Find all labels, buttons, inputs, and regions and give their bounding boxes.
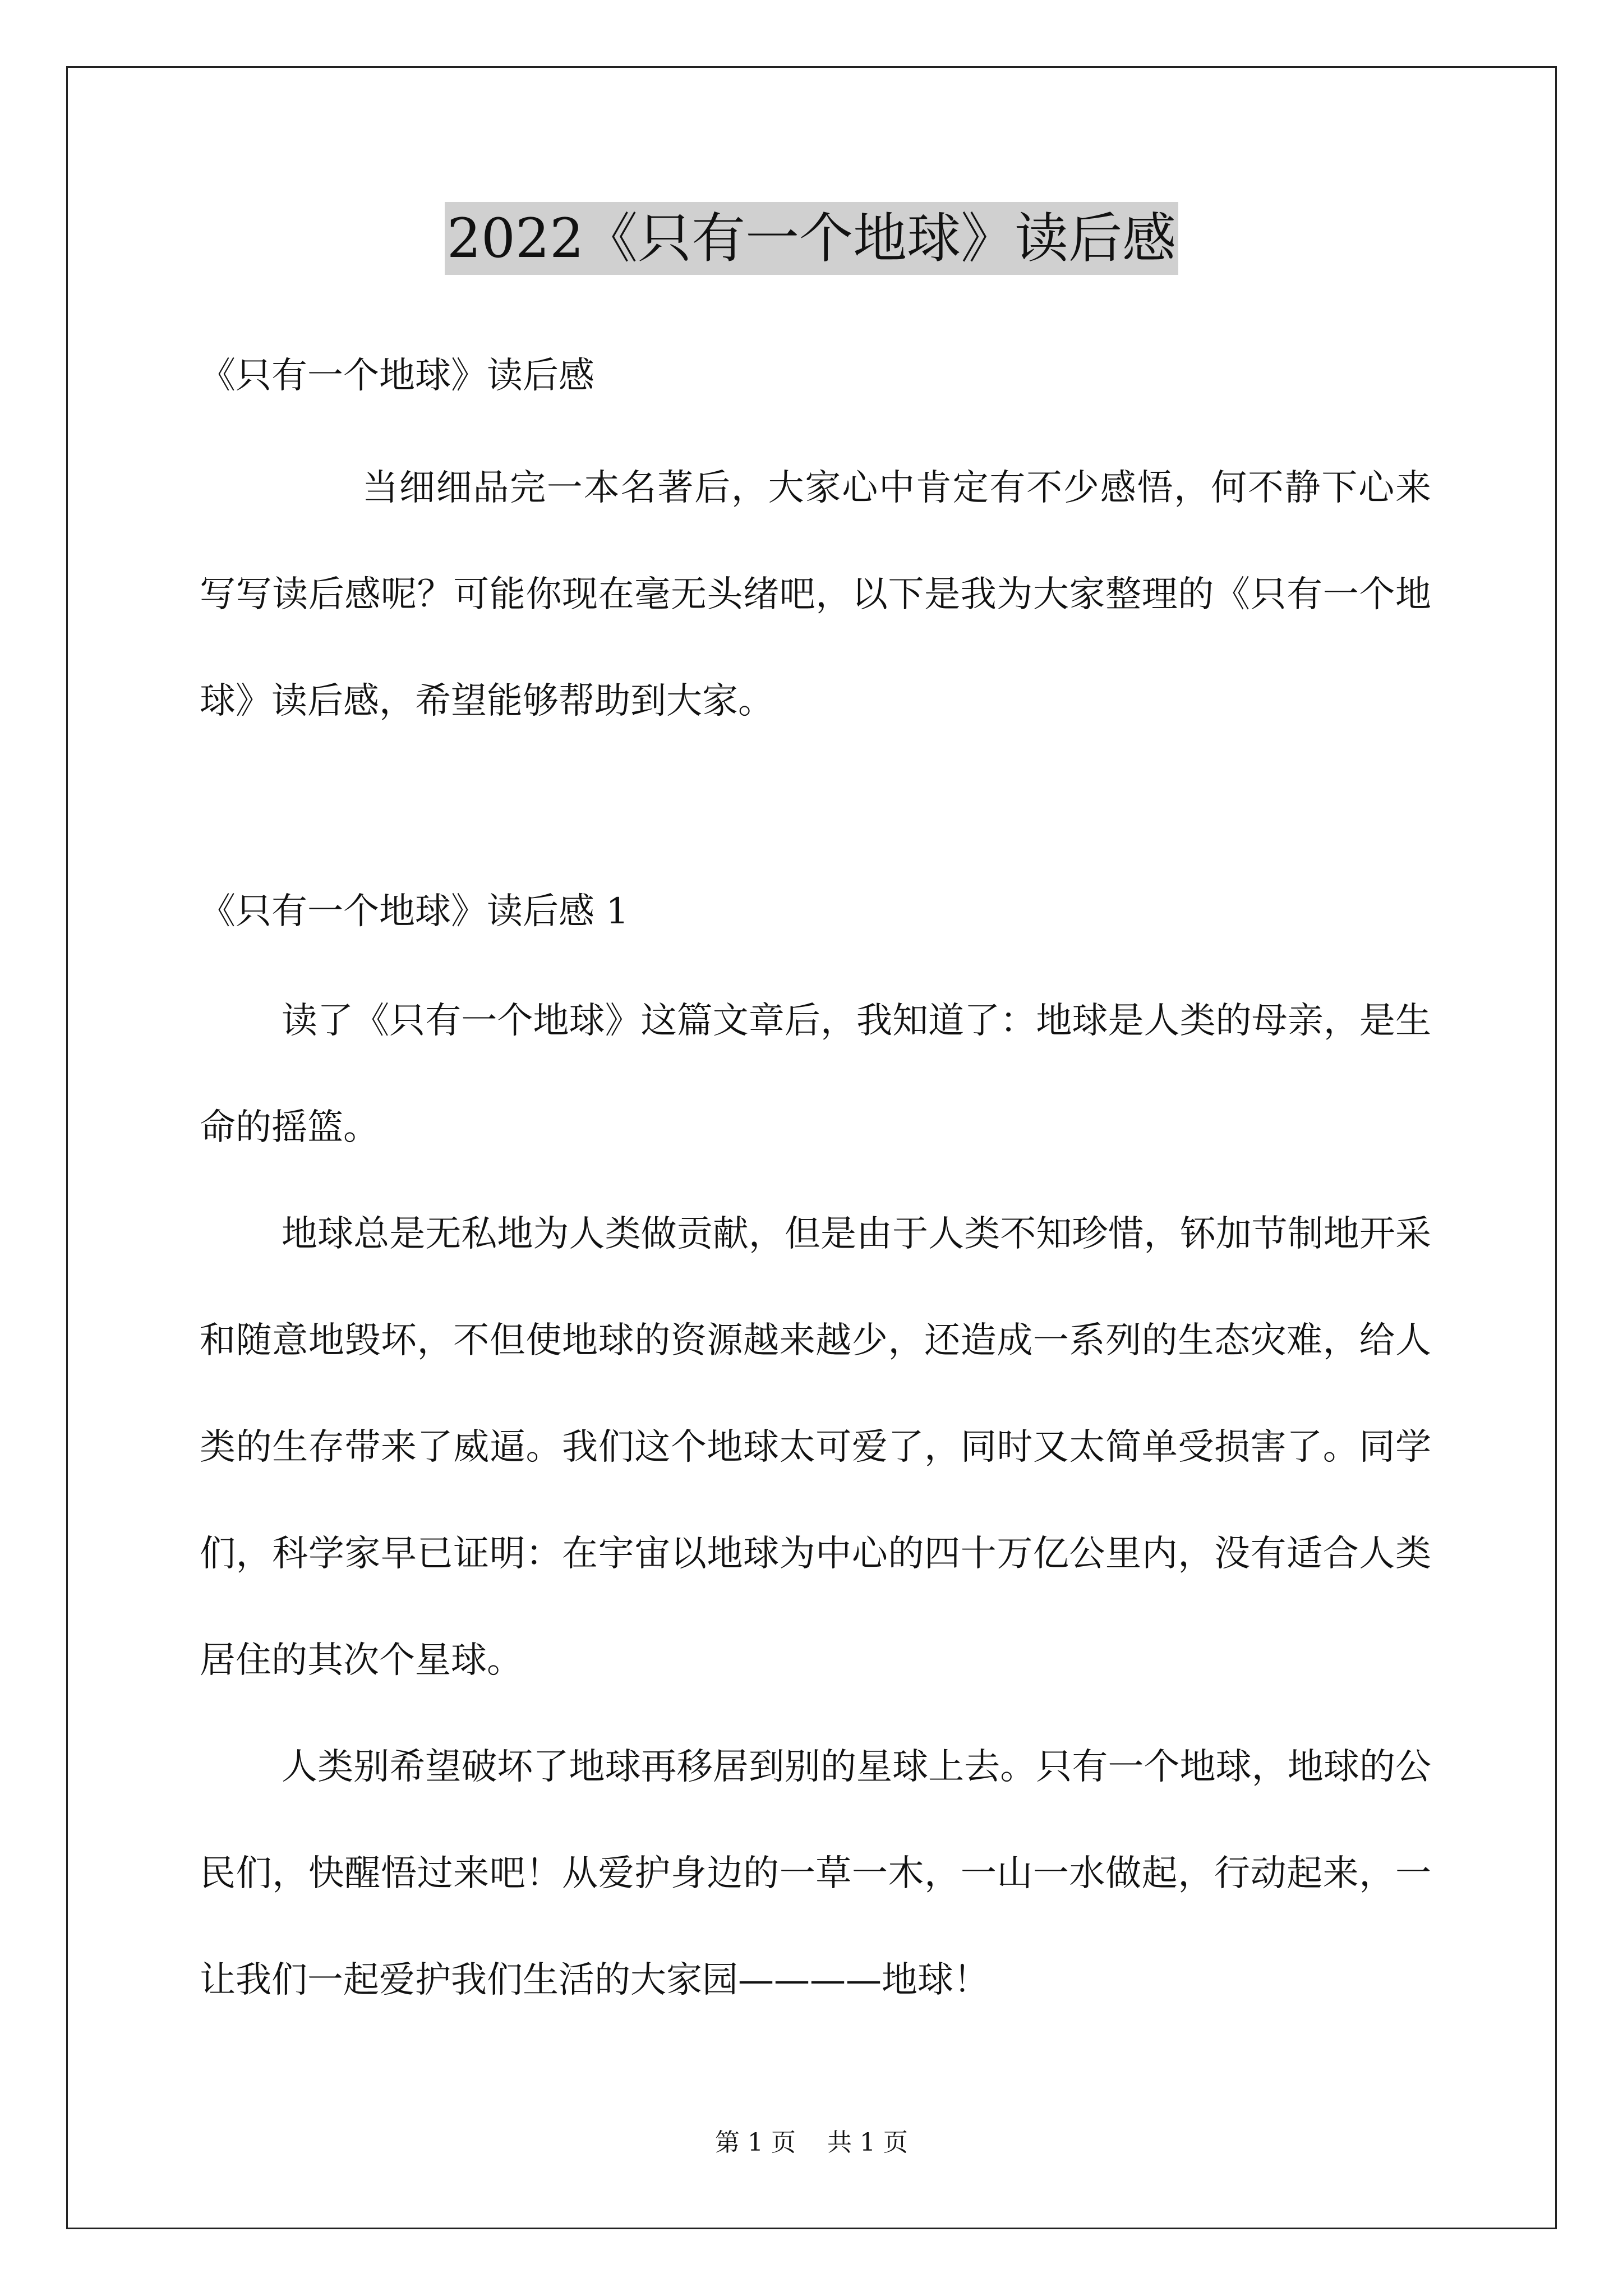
- title-container: [0, 202, 1623, 275]
- section-heading: 《只有一个地球》读后感 1: [200, 891, 629, 932]
- intro-paragraph: 当细细品完一本名著后，大家心中肯定有不少感悟，何不静下心来写写读后感呢？可能你现在毫无头绪吧，以下是我为大家整理的《只有一个地球》读后感，希望能够帮助到大家。: [200, 467, 1431, 722]
- document-title: 2022《只有一个地球》读后感: [445, 202, 1178, 275]
- document-subtitle: 《只有一个地球》读后感: [200, 355, 594, 397]
- body-paragraph-1: 读了《只有一个地球》这篇文章后，我知道了：地球是人类的母亲，是生命的摇篮。: [200, 1000, 1431, 1148]
- body-paragraph-3: 人类别希望破坏了地球再移居到别的星球上去。只有一个地球，地球的公民们，快醒悟过来吧！从爱护身边的一草一木，一山一水做起，行动起来，一让我们一起爱护我们生活的大家园————地球！: [200, 1746, 1431, 2001]
- page-footer: 第 1 页 共 1 页: [715, 2128, 908, 2157]
- body-paragraph-2: 地球总是无私地为人类做贡献，但是由于人类不知珍惜，钚加节制地开采和随意地毁坏，不但使地球的资源越来越少，还造成一系列的生态灾难，给人类的生存带来了威逼。我们这个地球太可爱了，同时又太简单受损害了。同学们，科学家早已证明：在宇宙以地球为中心的四十万亿公里内，没有适合人类居住的其次个星球。: [200, 1213, 1431, 1681]
